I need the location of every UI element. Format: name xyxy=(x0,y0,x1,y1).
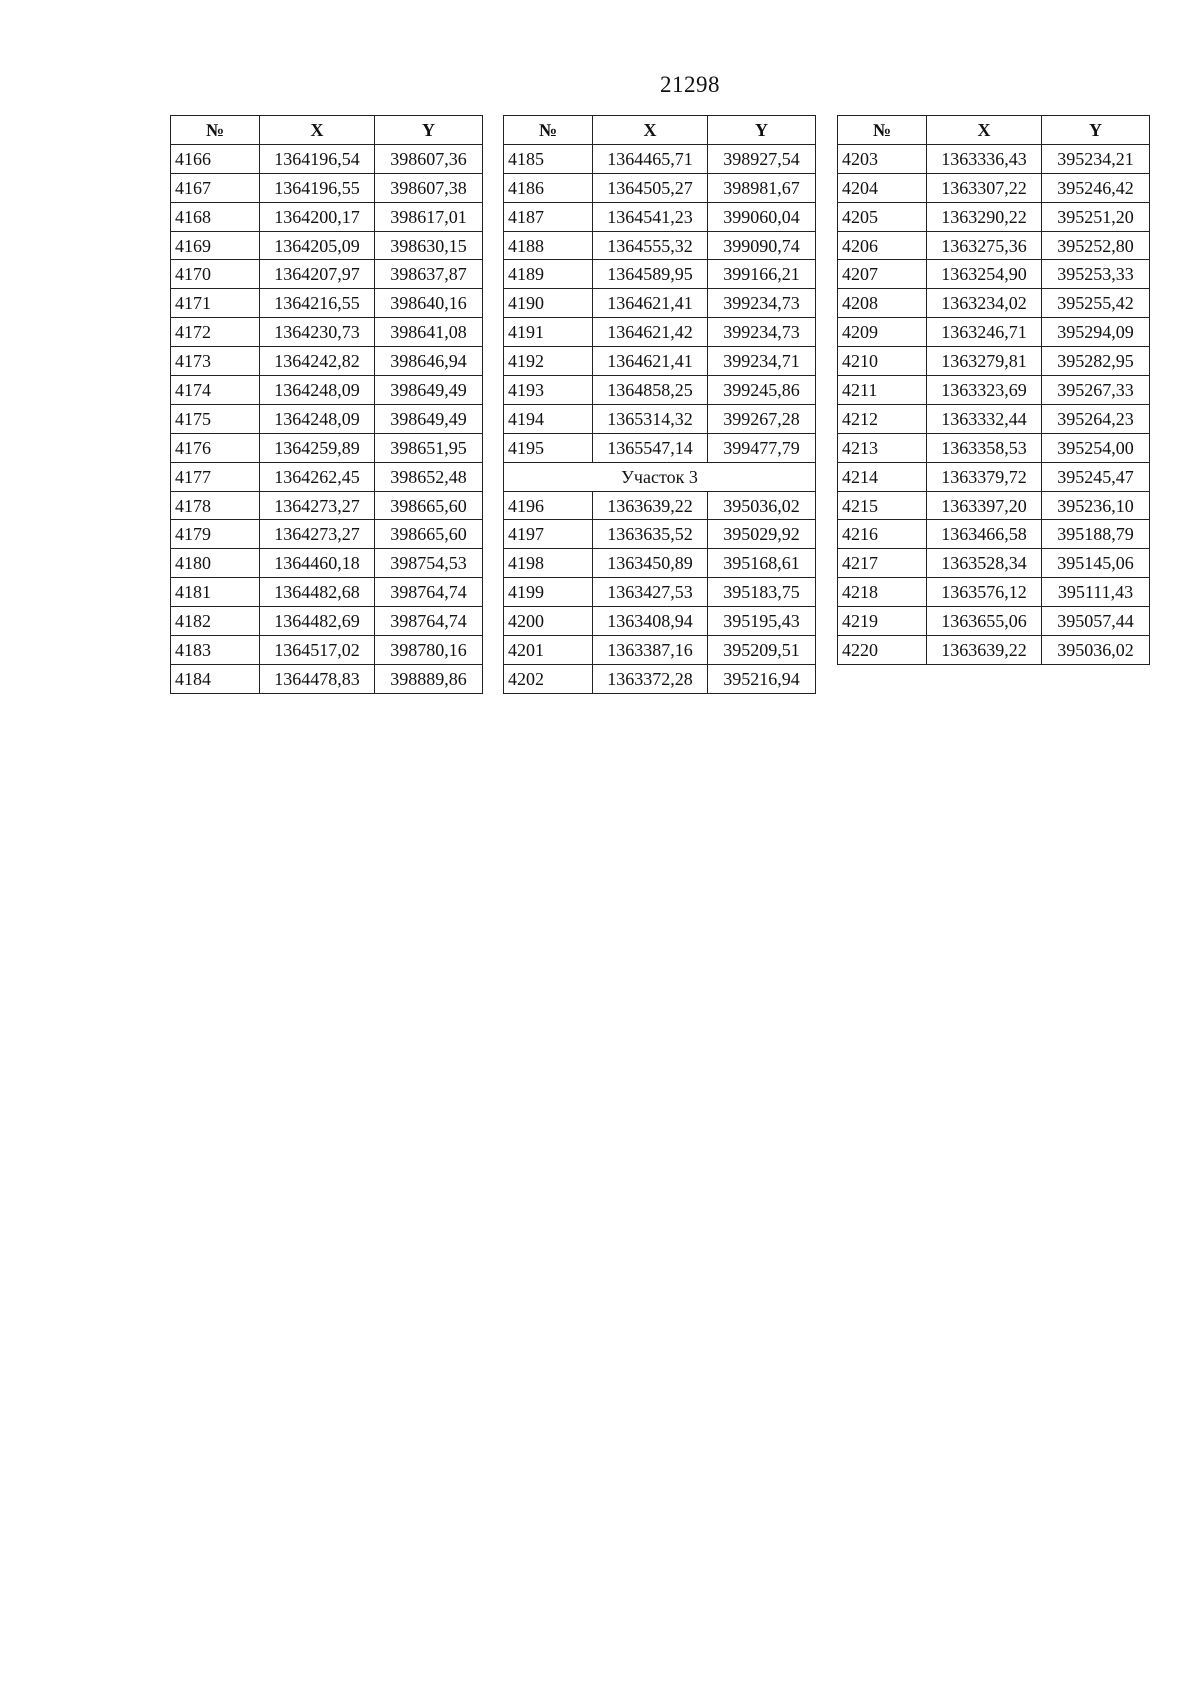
cell-number: 4204 xyxy=(838,173,927,202)
header-y: Y xyxy=(708,116,816,145)
table-header-row xyxy=(838,116,1150,145)
cell-number: 4198 xyxy=(504,549,593,578)
table-header-row xyxy=(504,116,816,145)
table-row xyxy=(504,231,816,260)
table-row xyxy=(838,404,1150,433)
cell-x: 1363528,34 xyxy=(927,549,1042,578)
cell-x: 1364242,82 xyxy=(260,347,375,376)
cell-x: 1363358,53 xyxy=(927,433,1042,462)
cell-number: 4182 xyxy=(171,607,260,636)
cell-number: 4187 xyxy=(504,202,593,231)
table-row xyxy=(504,202,816,231)
cell-x: 1364541,23 xyxy=(593,202,708,231)
table-row xyxy=(504,376,816,405)
cell-y: 395252,80 xyxy=(1042,231,1150,260)
cell-y: 395236,10 xyxy=(1042,491,1150,520)
cell-x: 1363655,06 xyxy=(927,607,1042,636)
table-row xyxy=(838,462,1150,491)
cell-number: 4194 xyxy=(504,404,593,433)
cell-number: 4172 xyxy=(171,318,260,347)
cell-number: 4203 xyxy=(838,144,927,173)
table-row xyxy=(171,549,483,578)
table-row xyxy=(504,607,816,636)
cell-x: 1364517,02 xyxy=(260,636,375,665)
cell-number: 4169 xyxy=(171,231,260,260)
cell-y: 398665,60 xyxy=(375,491,483,520)
cell-number: 4185 xyxy=(504,144,593,173)
cell-number: 4188 xyxy=(504,231,593,260)
cell-x: 1364505,27 xyxy=(593,173,708,202)
cell-number: 4202 xyxy=(504,664,593,693)
cell-number: 4179 xyxy=(171,520,260,549)
table-row xyxy=(171,231,483,260)
cell-y: 398754,53 xyxy=(375,549,483,578)
cell-x: 1363379,72 xyxy=(927,462,1042,491)
cell-y: 398640,16 xyxy=(375,289,483,318)
cell-x: 1364216,55 xyxy=(260,289,375,318)
cell-y: 395234,21 xyxy=(1042,144,1150,173)
cell-x: 1363290,22 xyxy=(927,202,1042,231)
cell-x: 1363450,89 xyxy=(593,549,708,578)
header-y: Y xyxy=(1042,116,1150,145)
cell-number: 4197 xyxy=(504,520,593,549)
table-row xyxy=(504,144,816,173)
cell-y: 398889,86 xyxy=(375,664,483,693)
table-row xyxy=(838,144,1150,173)
cell-number: 4167 xyxy=(171,173,260,202)
cell-x: 1364248,09 xyxy=(260,376,375,405)
header-x: X xyxy=(927,116,1042,145)
cell-x: 1363279,81 xyxy=(927,347,1042,376)
coordinate-table-3 xyxy=(837,115,1150,665)
table-row xyxy=(838,376,1150,405)
table-row xyxy=(838,260,1150,289)
header-number: № xyxy=(838,116,927,145)
cell-number: 4219 xyxy=(838,607,927,636)
cell-y: 398665,60 xyxy=(375,520,483,549)
cell-x: 1364482,69 xyxy=(260,607,375,636)
table-row xyxy=(838,549,1150,578)
cell-number: 4168 xyxy=(171,202,260,231)
cell-number: 4220 xyxy=(838,636,927,665)
table-row xyxy=(504,578,816,607)
cell-number: 4200 xyxy=(504,607,593,636)
cell-y: 399234,71 xyxy=(708,347,816,376)
cell-y: 395282,95 xyxy=(1042,347,1150,376)
cell-x: 1363275,36 xyxy=(927,231,1042,260)
table-row xyxy=(171,491,483,520)
cell-x: 1363397,20 xyxy=(927,491,1042,520)
table-row xyxy=(171,347,483,376)
cell-y: 398780,16 xyxy=(375,636,483,665)
cell-x: 1363466,58 xyxy=(927,520,1042,549)
section-row xyxy=(504,462,816,491)
table-row xyxy=(504,433,816,462)
cell-number: 4190 xyxy=(504,289,593,318)
cell-y: 395294,09 xyxy=(1042,318,1150,347)
cell-number: 4173 xyxy=(171,347,260,376)
table-row xyxy=(838,433,1150,462)
cell-y: 395195,43 xyxy=(708,607,816,636)
cell-x: 1364621,42 xyxy=(593,318,708,347)
cell-x: 1363246,71 xyxy=(927,318,1042,347)
cell-x: 1363427,53 xyxy=(593,578,708,607)
cell-y: 399060,04 xyxy=(708,202,816,231)
cell-number: 4195 xyxy=(504,433,593,462)
cell-number: 4175 xyxy=(171,404,260,433)
cell-number: 4184 xyxy=(171,664,260,693)
cell-x: 1363639,22 xyxy=(927,636,1042,665)
cell-y: 395253,33 xyxy=(1042,260,1150,289)
cell-x: 1365547,14 xyxy=(593,433,708,462)
table-row xyxy=(171,520,483,549)
cell-x: 1363332,44 xyxy=(927,404,1042,433)
cell-x: 1364465,71 xyxy=(593,144,708,173)
cell-x: 1364196,55 xyxy=(260,173,375,202)
table-row xyxy=(838,491,1150,520)
cell-x: 1363639,22 xyxy=(593,491,708,520)
cell-number: 4199 xyxy=(504,578,593,607)
cell-y: 398617,01 xyxy=(375,202,483,231)
cell-x: 1363372,28 xyxy=(593,664,708,693)
cell-number: 4181 xyxy=(171,578,260,607)
cell-number: 4215 xyxy=(838,491,927,520)
table-row xyxy=(171,318,483,347)
cell-y: 395209,51 xyxy=(708,636,816,665)
cell-x: 1364207,97 xyxy=(260,260,375,289)
cell-x: 1363323,69 xyxy=(927,376,1042,405)
cell-x: 1364478,83 xyxy=(260,664,375,693)
table-row xyxy=(171,607,483,636)
cell-x: 1364205,09 xyxy=(260,231,375,260)
cell-x: 1364460,18 xyxy=(260,549,375,578)
cell-number: 4186 xyxy=(504,173,593,202)
cell-y: 398764,74 xyxy=(375,578,483,607)
coordinate-table-2 xyxy=(503,115,816,694)
table-row xyxy=(504,260,816,289)
cell-number: 4201 xyxy=(504,636,593,665)
cell-y: 398764,74 xyxy=(375,607,483,636)
cell-y: 395183,75 xyxy=(708,578,816,607)
cell-x: 1364196,54 xyxy=(260,144,375,173)
cell-x: 1363307,22 xyxy=(927,173,1042,202)
cell-y: 398630,15 xyxy=(375,231,483,260)
cell-x: 1364200,17 xyxy=(260,202,375,231)
table-body xyxy=(504,144,816,693)
table-row xyxy=(838,636,1150,665)
header-y: Y xyxy=(375,116,483,145)
cell-number: 4176 xyxy=(171,433,260,462)
cell-x: 1363254,90 xyxy=(927,260,1042,289)
page-number: 21298 xyxy=(660,72,720,97)
cell-x: 1364259,89 xyxy=(260,433,375,462)
cell-number: 4166 xyxy=(171,144,260,173)
coordinate-table-1 xyxy=(170,115,483,694)
table-row xyxy=(171,376,483,405)
cell-y: 395145,06 xyxy=(1042,549,1150,578)
cell-y: 398607,36 xyxy=(375,144,483,173)
cell-number: 4170 xyxy=(171,260,260,289)
cell-x: 1364482,68 xyxy=(260,578,375,607)
cell-y: 399245,86 xyxy=(708,376,816,405)
table-row xyxy=(838,347,1150,376)
cell-y: 395251,20 xyxy=(1042,202,1150,231)
cell-y: 395111,43 xyxy=(1042,578,1150,607)
cell-number: 4171 xyxy=(171,289,260,318)
cell-x: 1364621,41 xyxy=(593,289,708,318)
cell-y: 399090,74 xyxy=(708,231,816,260)
cell-number: 4216 xyxy=(838,520,927,549)
header-number: № xyxy=(171,116,260,145)
cell-x: 1363234,02 xyxy=(927,289,1042,318)
table-row xyxy=(838,520,1150,549)
cell-x: 1363387,16 xyxy=(593,636,708,665)
cell-y: 395245,47 xyxy=(1042,462,1150,491)
cell-y: 398649,49 xyxy=(375,376,483,405)
cell-number: 4192 xyxy=(504,347,593,376)
table-row xyxy=(171,404,483,433)
cell-number: 4214 xyxy=(838,462,927,491)
cell-number: 4193 xyxy=(504,376,593,405)
cell-y: 398646,94 xyxy=(375,347,483,376)
table-row xyxy=(838,578,1150,607)
cell-x: 1365314,32 xyxy=(593,404,708,433)
table-row xyxy=(504,347,816,376)
cell-y: 398607,38 xyxy=(375,173,483,202)
table-row xyxy=(171,173,483,202)
cell-x: 1364589,95 xyxy=(593,260,708,289)
header-x: X xyxy=(260,116,375,145)
table-row xyxy=(504,404,816,433)
table-row xyxy=(838,231,1150,260)
table-row xyxy=(171,578,483,607)
cell-x: 1364248,09 xyxy=(260,404,375,433)
cell-number: 4207 xyxy=(838,260,927,289)
table-row xyxy=(838,607,1150,636)
table-row xyxy=(838,202,1150,231)
cell-y: 395255,42 xyxy=(1042,289,1150,318)
cell-y: 398641,08 xyxy=(375,318,483,347)
cell-number: 4211 xyxy=(838,376,927,405)
cell-number: 4183 xyxy=(171,636,260,665)
cell-y: 399477,79 xyxy=(708,433,816,462)
cell-y: 398927,54 xyxy=(708,144,816,173)
cell-x: 1364555,32 xyxy=(593,231,708,260)
cell-y: 398981,67 xyxy=(708,173,816,202)
cell-x: 1364273,27 xyxy=(260,520,375,549)
cell-y: 395267,33 xyxy=(1042,376,1150,405)
table-row xyxy=(838,318,1150,347)
cell-number: 4210 xyxy=(838,347,927,376)
cell-y: 395036,02 xyxy=(708,491,816,520)
cell-y: 398637,87 xyxy=(375,260,483,289)
cell-y: 395029,92 xyxy=(708,520,816,549)
table-row xyxy=(504,636,816,665)
section-label: Участок 3 xyxy=(504,462,816,491)
table-row xyxy=(504,173,816,202)
cell-number: 4174 xyxy=(171,376,260,405)
table-row xyxy=(504,491,816,520)
cell-y: 399166,21 xyxy=(708,260,816,289)
table-header-row xyxy=(171,116,483,145)
cell-number: 4205 xyxy=(838,202,927,231)
table-row xyxy=(171,636,483,665)
table-row xyxy=(504,549,816,578)
cell-number: 4217 xyxy=(838,549,927,578)
cell-y: 395036,02 xyxy=(1042,636,1150,665)
table-row xyxy=(171,462,483,491)
table-row xyxy=(171,202,483,231)
header-x: X xyxy=(593,116,708,145)
table-row xyxy=(504,318,816,347)
table-row xyxy=(838,289,1150,318)
cell-y: 399234,73 xyxy=(708,318,816,347)
cell-x: 1364858,25 xyxy=(593,376,708,405)
table-row xyxy=(171,433,483,462)
cell-x: 1364273,27 xyxy=(260,491,375,520)
cell-y: 395216,94 xyxy=(708,664,816,693)
cell-y: 395188,79 xyxy=(1042,520,1150,549)
cell-x: 1363635,52 xyxy=(593,520,708,549)
cell-number: 4209 xyxy=(838,318,927,347)
table-row xyxy=(171,144,483,173)
cell-x: 1364262,45 xyxy=(260,462,375,491)
cell-y: 398652,48 xyxy=(375,462,483,491)
table-body xyxy=(171,144,483,693)
cell-y: 395246,42 xyxy=(1042,173,1150,202)
cell-number: 4206 xyxy=(838,231,927,260)
cell-number: 4178 xyxy=(171,491,260,520)
table-body xyxy=(838,144,1150,664)
cell-number: 4177 xyxy=(171,462,260,491)
cell-y: 398649,49 xyxy=(375,404,483,433)
cell-x: 1363576,12 xyxy=(927,578,1042,607)
cell-y: 395264,23 xyxy=(1042,404,1150,433)
cell-number: 4191 xyxy=(504,318,593,347)
cell-y: 398651,95 xyxy=(375,433,483,462)
table-row xyxy=(171,260,483,289)
cell-number: 4208 xyxy=(838,289,927,318)
cell-x: 1363336,43 xyxy=(927,144,1042,173)
cell-number: 4180 xyxy=(171,549,260,578)
cell-x: 1364230,73 xyxy=(260,318,375,347)
table-row xyxy=(504,520,816,549)
table-row xyxy=(504,664,816,693)
cell-y: 399267,28 xyxy=(708,404,816,433)
cell-number: 4189 xyxy=(504,260,593,289)
cell-number: 4196 xyxy=(504,491,593,520)
header-number: № xyxy=(504,116,593,145)
cell-x: 1364621,41 xyxy=(593,347,708,376)
cell-number: 4212 xyxy=(838,404,927,433)
table-row xyxy=(838,173,1150,202)
cell-number: 4213 xyxy=(838,433,927,462)
cell-number: 4218 xyxy=(838,578,927,607)
cell-y: 395057,44 xyxy=(1042,607,1150,636)
table-row xyxy=(171,289,483,318)
table-row xyxy=(171,664,483,693)
cell-y: 395254,00 xyxy=(1042,433,1150,462)
cell-y: 399234,73 xyxy=(708,289,816,318)
table-row xyxy=(504,289,816,318)
cell-x: 1363408,94 xyxy=(593,607,708,636)
cell-y: 395168,61 xyxy=(708,549,816,578)
